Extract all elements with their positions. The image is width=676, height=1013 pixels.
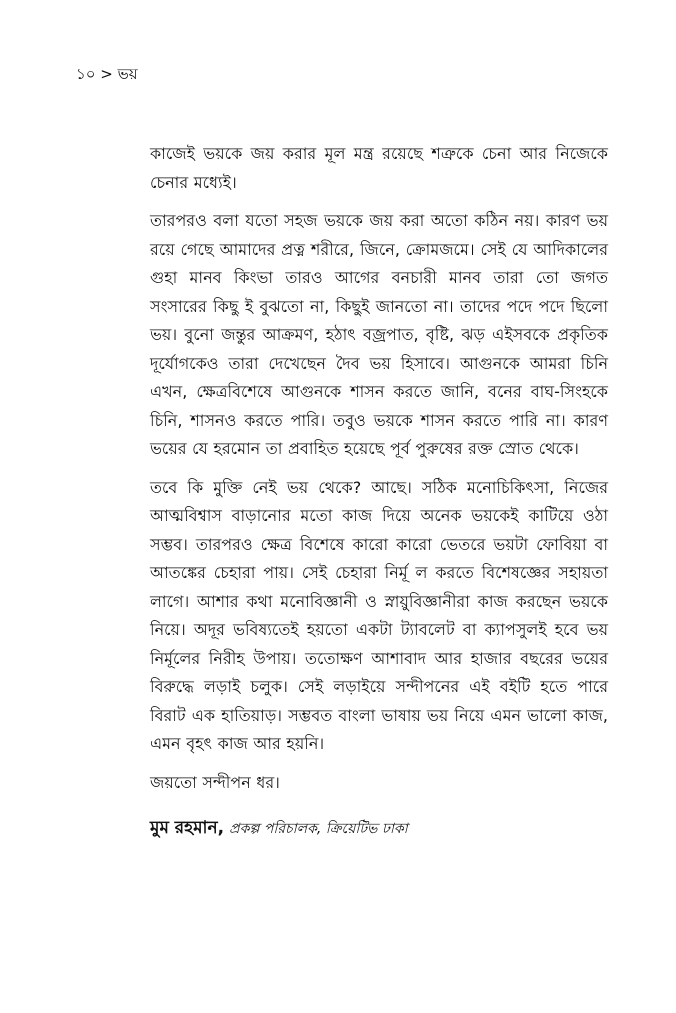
signature-role: প্রকল্প পরিচালক, ক্রিয়েটিভ ঢাকা (229, 821, 408, 837)
signature (150, 815, 608, 842)
paragraph-1: কাজেই ভয়কে জয় করার মূল মন্ত্র রয়েছে শত্রুকে চেনা আর নিজেকে চেনার মধ্যেই। (150, 144, 608, 192)
running-head-page-number: ১০ > ভয় (76, 65, 138, 83)
paragraph-2: তারপরও বলা যতো সহজ ভয়কে জয় করা অতো কঠিন নয়। কারণ ভয় রয়ে গেছে আমাদের প্রত্ন শরীরে, জিনে, ক্রোমজমে। সেই যে আদিকালের গুহা মানব কিংভা তারও আগের বনচারী মানব তারা তো জগত সংসারের কিছু ই বুঝতো না, কিছুই জানতো না। তাদের পদে পদে ছিলো ভয়। বুনো জন্তুর আক্রমণ, হঠাৎ বজ্রপাত, বৃষ্টি, ঝড় এইসবকে প্রকৃতিক দূর্যোগকেও তারা দেখেছেন দৈব ভয় হিসাবে। আগুনকে আমরা চিনি এখন, ক্ষেত্রবিশেষে আগুনকে শাসন করতে জানি, বনের বাঘ-সিংহকে চিনি, শাসনও করতে পারি। তবুও ভয়কে শাসন করতে পারি না। কারণ ভয়ের যে হরমোন তা প্রবাহিত হয়েছে পূর্ব পুরুষের রক্ত স্রোত থেকে। (150, 211, 608, 458)
paragraph-3: তবে কি মুক্তি নেই ভয় থেকে? আছে। সঠিক মনোচিকিৎসা, নিজের আত্মবিশ্বাস বাড়ানোর মতো কাজ দিয়ে অনেক ভয়কেই কাটিয়ে ওঠা সম্ভব। তারপরও ক্ষেত্র বিশেষে কারো কারো ভেতরে ভয়টা ফোবিয়া বা আতঙ্কের চেহারা পায়। সেই চেহারা নির্মূ ল করতে বিশেষজ্ঞের সহায়তা লাগে। আশার কথা মনোবিজ্ঞানী ও স্নায়ুবিজ্ঞানীরা কাজ করছেন ভয়কে নিয়ে। অদূর ভবিষ্যতেই হয়তো একটা ট্যাবলেট বা ক্যাপসুলই হবে ভয় নির্মূলের নিরীহ উপায়। ততোক্ষণ আশাবাদ আর হাজার বছরের ভয়ের বিরুদ্ধে লড়াই চলুক। সেই লড়াইয়ে সন্দীপনের এই বইটি হতে পারে বিরাট এক হাতিয়াড়। সম্ভবত বাংলা ভাষায় ভয় নিয়ে এমন ভালো কাজ, এমন বৃহৎ কাজ আর হয়নি। (150, 477, 608, 753)
closing-line: জয়তো সন্দীপন ধর। (150, 772, 280, 792)
signature-name: মুম রহমান, (150, 818, 225, 838)
body-text (150, 140, 608, 842)
